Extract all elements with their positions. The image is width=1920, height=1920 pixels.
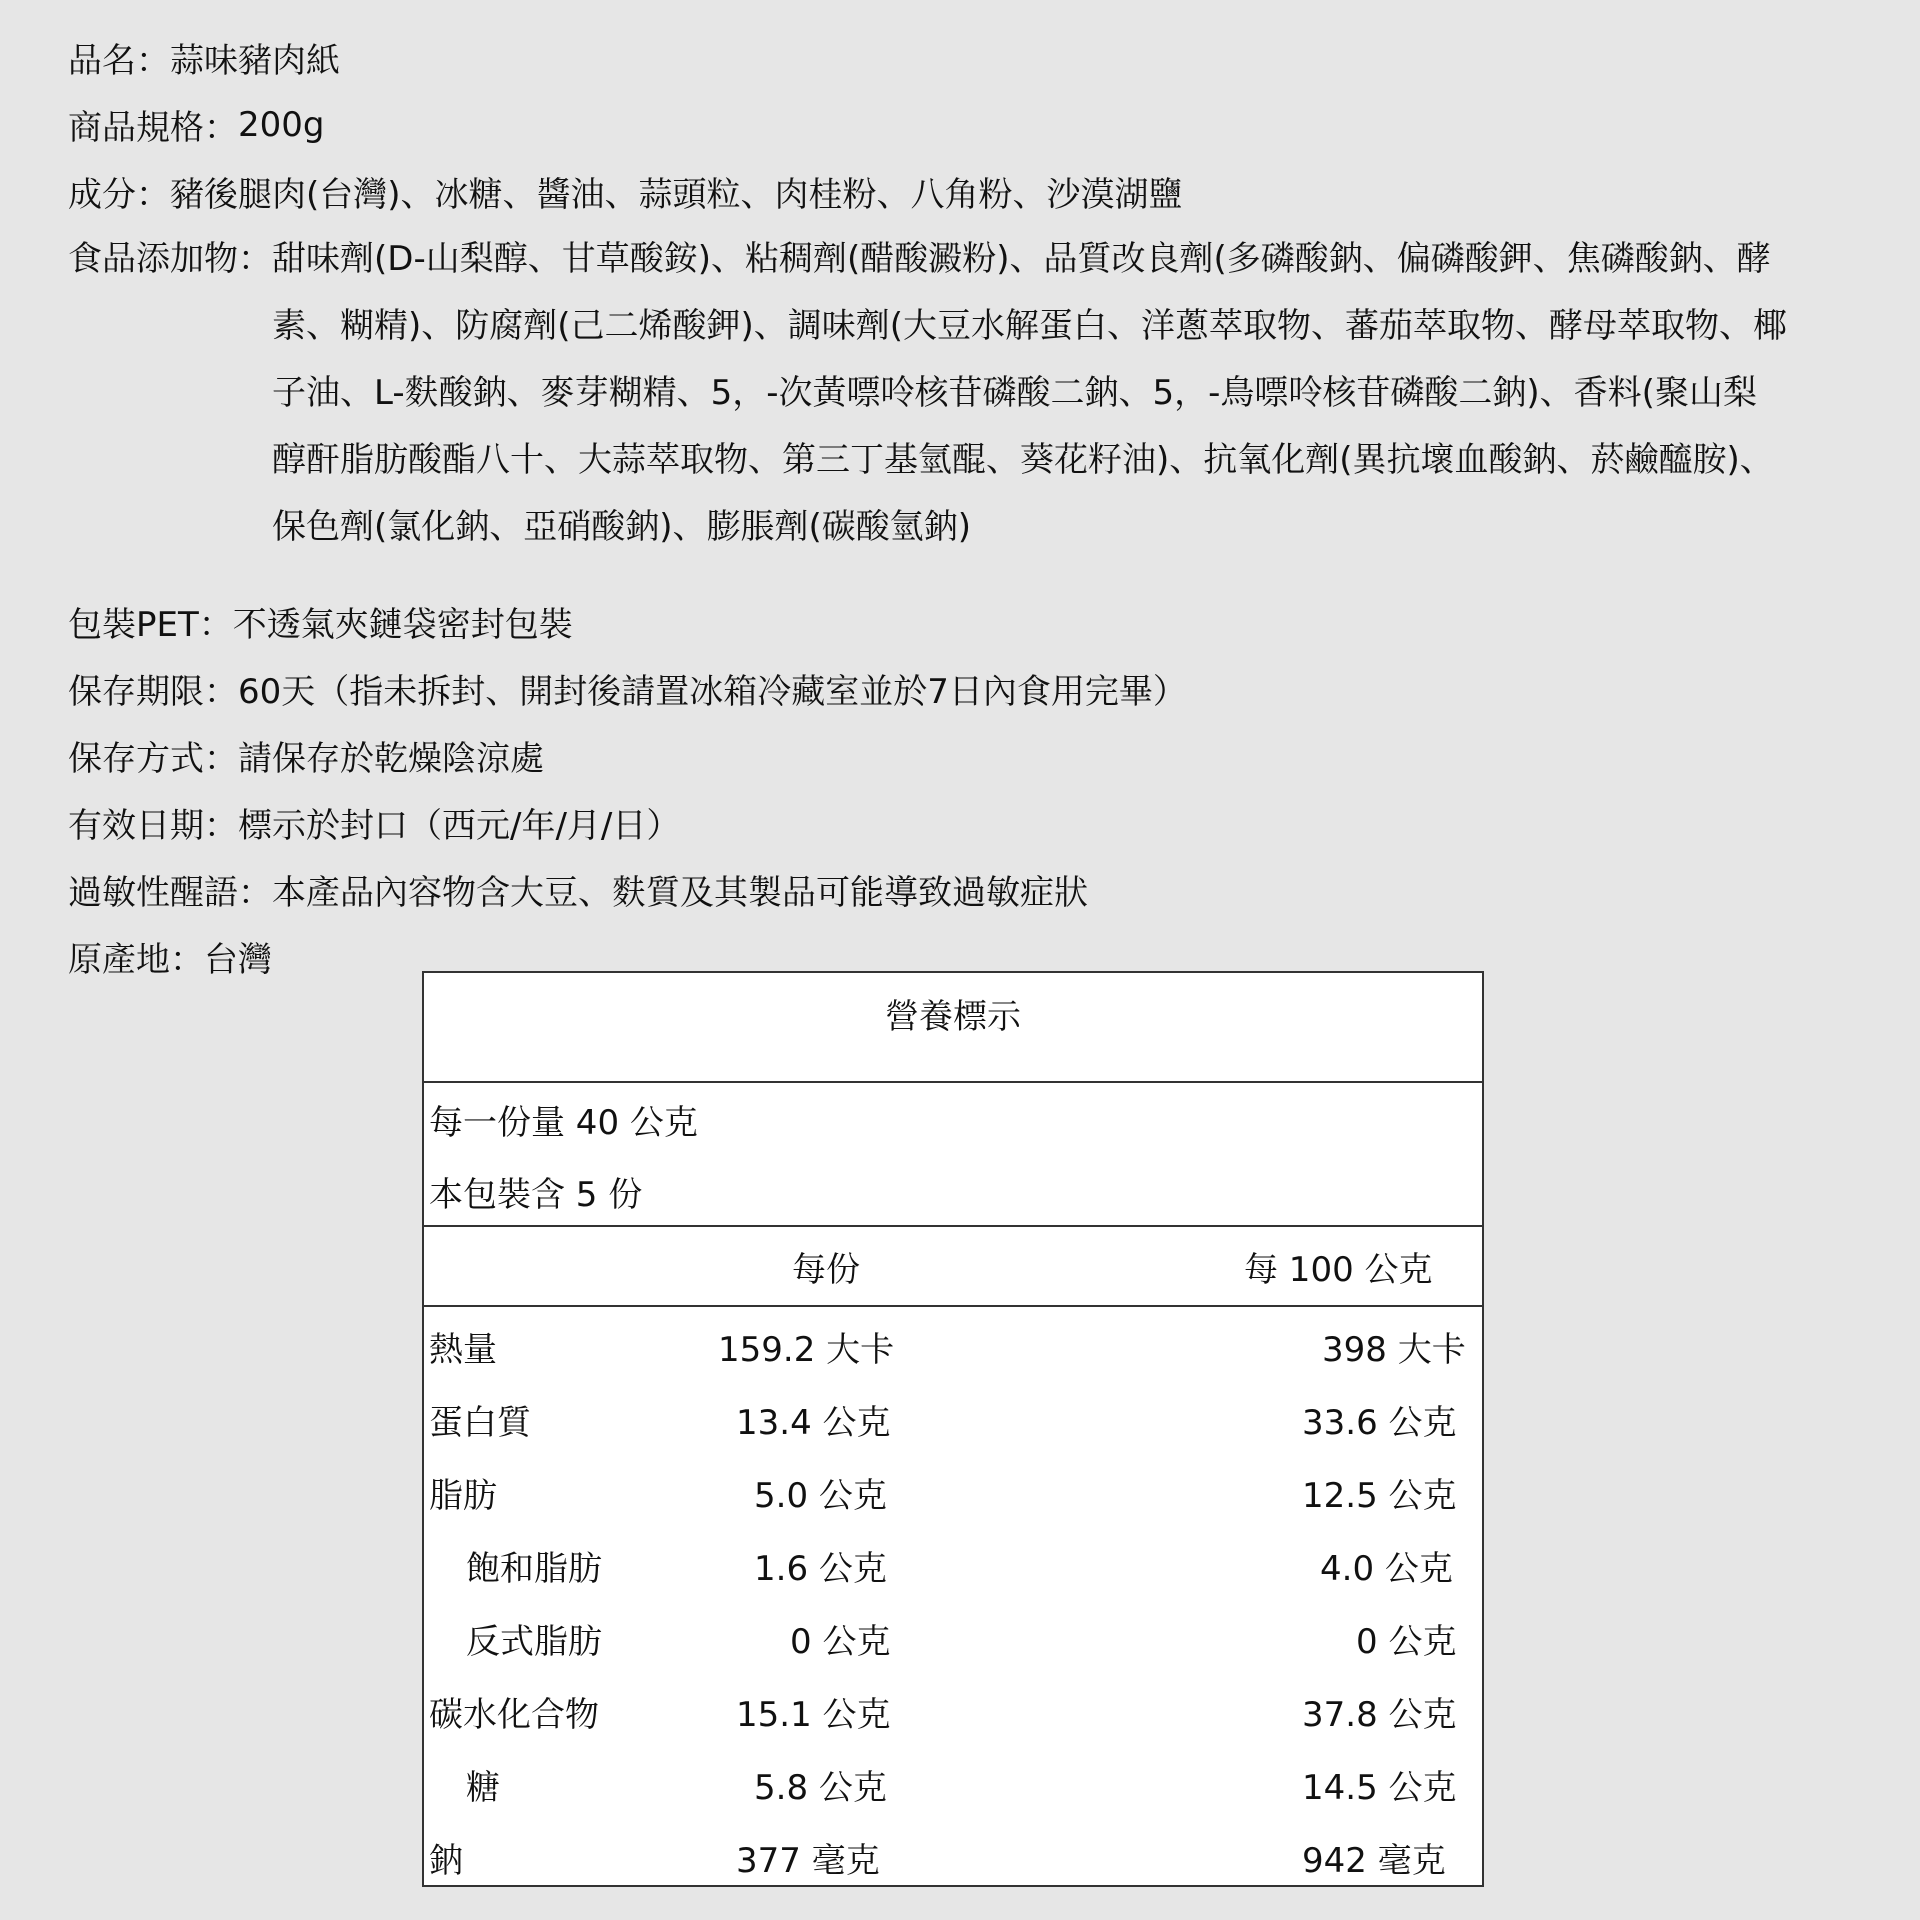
info-row-name [68, 24, 1888, 91]
info-row-storage [68, 722, 1888, 789]
info-value: 請保存於乾燥陰涼處 [238, 739, 544, 779]
nutrient-per-serving: 159.2 大卡 [718, 1330, 895, 1370]
info-label: 成分： [68, 175, 170, 215]
product-info [68, 24, 1888, 990]
nutrient-per-100g: 14.5 公克 [1302, 1768, 1457, 1808]
nutrient-name: 熱量 [429, 1330, 497, 1370]
info-value: 60天（指未拆封、開封後請置冰箱冷藏室並於7日內食用完畢） [238, 672, 1187, 712]
info-value: 本產品內容物含大豆、麩質及其製品可能導致過敏症狀 [272, 873, 1088, 913]
info-label: 有效日期： [68, 806, 238, 846]
info-label: 過敏性醒語： [68, 873, 272, 913]
info-value: 豬後腿肉(台灣)、冰糖、醬油、蒜頭粒、肉桂粉、八角粉、沙漠湖鹽 [170, 175, 1183, 215]
info-label: 品名： [68, 41, 170, 81]
nutrient-per-serving: 0 公克 [790, 1622, 891, 1662]
serving-info [424, 1083, 1482, 1227]
info-row-expiry [68, 789, 1888, 856]
info-row-additives [68, 239, 1888, 574]
info-label: 商品規格： [68, 108, 238, 148]
nutrient-per-100g: 37.8 公克 [1302, 1695, 1457, 1735]
servings-per-pack: 本包裝含 5 份 [429, 1175, 643, 1215]
info-value: 標示於封口（西元/年/月/日） [238, 806, 681, 846]
nutrient-name: 鈉 [429, 1841, 463, 1881]
additives-line: 保色劑(氯化鈉、亞硝酸鈉)、膨脹劑(碳酸氫鈉) [272, 507, 972, 547]
info-row-shelf-life [68, 655, 1888, 722]
nutrient-name: 糖 [466, 1768, 500, 1808]
nutrition-row-trans-fat [424, 1599, 1482, 1672]
nutrient-per-100g: 942 毫克 [1302, 1841, 1446, 1881]
nutrient-per-100g: 4.0 公克 [1320, 1549, 1453, 1589]
additives-text [272, 239, 1787, 574]
col-per-100g: 每 100 公克 [1244, 1250, 1433, 1290]
nutrient-per-serving: 13.4 公克 [736, 1403, 891, 1443]
info-value: 蒜味豬肉紙 [170, 41, 340, 81]
info-value: 200g [238, 104, 325, 145]
nutrition-row-fat [424, 1453, 1482, 1526]
info-row-spec [68, 91, 1888, 158]
nutrition-rows [424, 1307, 1482, 1891]
nutrition-row-carbohydrate [424, 1672, 1482, 1745]
info-value: 台灣 [204, 940, 272, 980]
info-label: 原產地： [68, 940, 204, 980]
nutrition-table [422, 971, 1484, 1887]
nutrient-per-serving: 5.0 公克 [754, 1476, 887, 1516]
info-label: 保存方式： [68, 739, 238, 779]
nutrition-row-sugar [424, 1745, 1482, 1818]
additives-line: 甜味劑(D-山梨醇、甘草酸銨)、粘稠劑(醋酸澱粉)、品質改良劑(多磷酸鈉、偏磷酸鉀、焦磷酸鈉、酵 [272, 239, 1771, 279]
info-label: 包裝PET： [68, 605, 233, 645]
info-row-packaging [68, 588, 1888, 655]
nutrient-per-serving: 5.8 公克 [754, 1768, 887, 1808]
nutrient-name: 碳水化合物 [429, 1695, 599, 1735]
additives-line: 醇酐脂肪酸酯八十、大蒜萃取物、第三丁基氫醌、葵花籽油)、抗氧化劑(異抗壞血酸鈉、菸鹼醯胺)、 [272, 440, 1774, 480]
additives-line: 素、糊精)、防腐劑(己二烯酸鉀)、調味劑(大豆水解蛋白、洋蔥萃取物、蕃茄萃取物、酵母萃取物、椰 [272, 306, 1788, 346]
info-value: 不透氣夾鏈袋密封包裝 [232, 605, 573, 645]
nutrition-title: 營養標示 [424, 973, 1482, 1083]
nutrient-per-serving: 1.6 公克 [754, 1549, 887, 1589]
nutrition-row-protein [424, 1380, 1482, 1453]
col-per-serving: 每份 [792, 1250, 860, 1290]
nutrient-per-100g: 398 大卡 [1322, 1330, 1466, 1370]
info-label: 食品添加物： [68, 239, 272, 279]
nutrient-name: 反式脂肪 [466, 1622, 602, 1662]
nutrition-row-sodium [424, 1818, 1482, 1891]
nutrient-per-100g: 0 公克 [1356, 1622, 1457, 1662]
nutrient-name: 脂肪 [429, 1476, 497, 1516]
nutrition-row-saturated-fat [424, 1526, 1482, 1599]
nutrition-row-energy [424, 1307, 1482, 1380]
info-label: 保存期限： [68, 672, 238, 712]
nutrient-per-serving: 377 毫克 [736, 1841, 880, 1881]
serving-size: 每一份量 40 公克 [429, 1103, 698, 1143]
nutrient-per-serving: 15.1 公克 [736, 1695, 891, 1735]
nutrient-name: 蛋白質 [429, 1403, 531, 1443]
info-row-allergen [68, 856, 1888, 923]
nutrient-name: 飽和脂肪 [466, 1549, 602, 1589]
additives-line: 子油、L-麩酸鈉、麥芽糊精、5，-次黃嘌呤核苷磷酸二鈉、5，-鳥嘌呤核苷磷酸二鈉)、香料(聚山梨 [272, 373, 1757, 413]
column-header [424, 1227, 1482, 1307]
nutrient-per-100g: 12.5 公克 [1302, 1476, 1457, 1516]
nutrient-per-100g: 33.6 公克 [1302, 1403, 1457, 1443]
info-row-ingredients [68, 158, 1888, 225]
